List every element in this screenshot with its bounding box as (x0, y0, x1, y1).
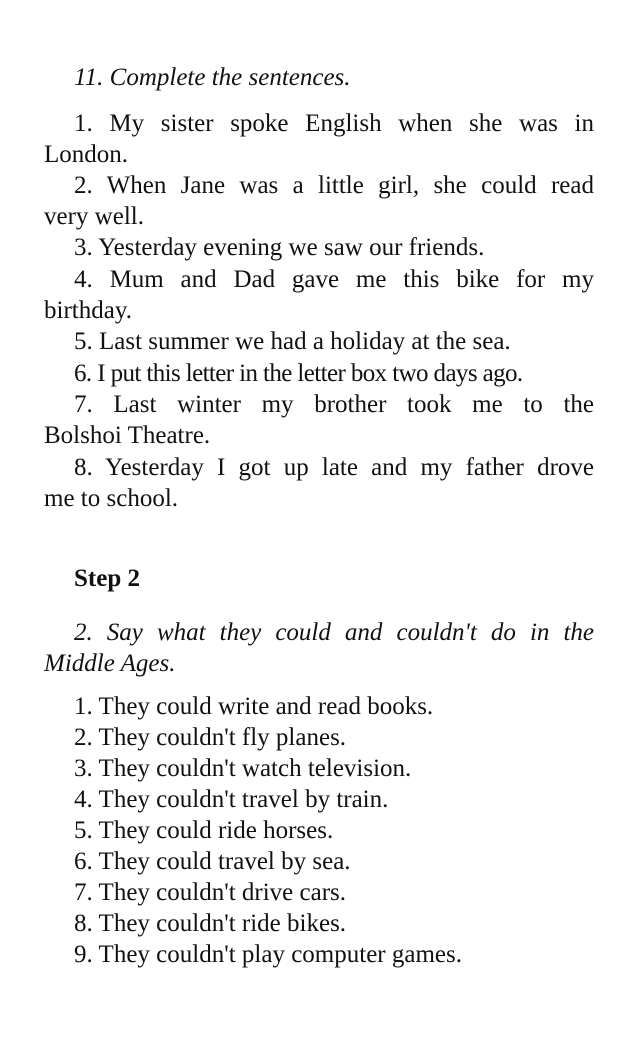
sentence-1-line-2: London. (44, 141, 129, 168)
sentence-5: 5. Last summer we had a holiday at the sea. (74, 328, 511, 355)
sentence-8-line-2: me to school. (44, 485, 179, 512)
sentence-1-line-1: 1. My sister spoke English when she was in (74, 110, 594, 137)
exercise-2-heading-line-2: Middle Ages. (44, 650, 176, 677)
answer-item-8: 8. They couldn't ride bikes. (74, 910, 347, 937)
sentence-7-line-2: Bolshoi Theatre. (44, 422, 211, 449)
sentence-7-line-1: 7. Last winter my brother took me to the (74, 391, 594, 418)
step-2-heading: Step 2 (74, 565, 140, 592)
sentence-2-line-1: 2. When Jane was a little girl, she could read (74, 172, 594, 199)
sentence-3: 3. Yesterday evening we saw our friends. (74, 234, 485, 261)
answer-item-9: 9. They couldn't play computer games. (74, 941, 462, 968)
answer-item-1: 1. They could write and read books. (74, 693, 434, 720)
answer-item-6: 6. They could travel by sea. (74, 848, 351, 875)
exercise-11-heading: 11. Complete the sentences. (74, 64, 351, 91)
sentence-8-line-1: 8. Yesterday I got up late and my father drove (74, 454, 594, 481)
sentence-4-line-2: birthday. (44, 297, 132, 324)
answer-item-3: 3. They couldn't watch television. (74, 755, 412, 782)
answer-item-7: 7. They couldn't drive cars. (74, 879, 347, 906)
exercise-2-heading-line-1: 2. Say what they could and couldn't do in the (74, 619, 594, 646)
answer-item-5: 5. They could ride horses. (74, 817, 334, 844)
answer-item-2: 2. They couldn't fly planes. (74, 724, 347, 751)
sentence-4-line-1: 4. Mum and Dad gave me this bike for my (74, 266, 594, 293)
sentence-6: 6. I put this letter in the letter box two days ago. (74, 360, 523, 387)
answer-item-4: 4. They couldn't travel by train. (74, 786, 389, 813)
sentence-2-line-2: very well. (44, 203, 144, 230)
